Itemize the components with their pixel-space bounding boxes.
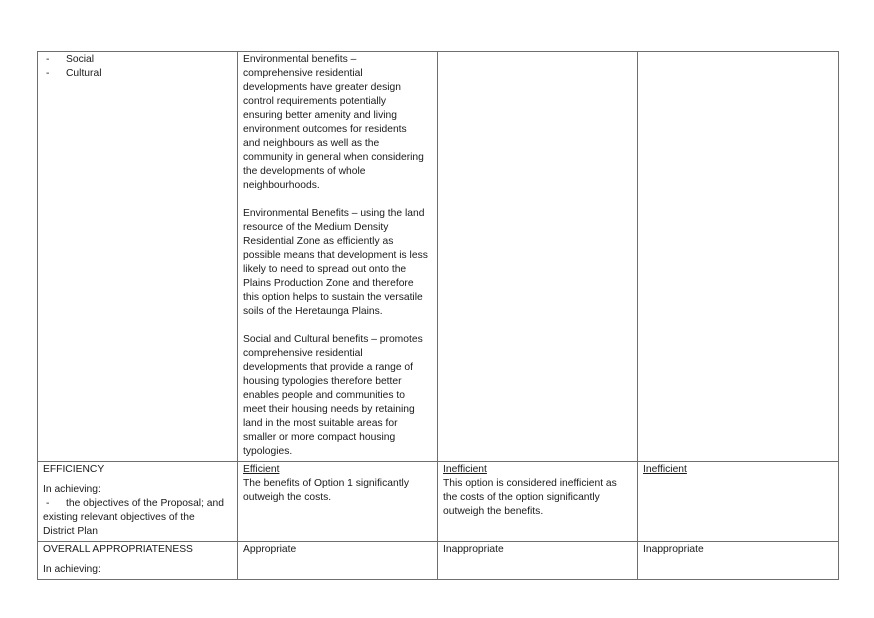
text-line: possible means that development is less [243,250,428,261]
appropriateness-option3-value: Inappropriate [643,544,704,555]
list-item-cultural: - Cultural [46,68,102,79]
row1-option3-cell [638,52,839,462]
dash-bullet: - [46,54,50,65]
appropriateness-heading: OVERALL APPROPRIATENESS [43,544,193,555]
text-line: land in the most suitable areas for [243,418,398,429]
text-line: smaller or more compact housing [243,432,396,443]
efficiency-option1-cell [238,462,438,542]
text-line: meet their housing needs by retaining [243,404,415,415]
in-achieving-label: In achieving: [43,484,101,495]
text-line: housing typologies therefore better [243,376,402,387]
text-line: likely to need to spread out onto the [243,264,407,275]
text-line: typologies. [243,446,293,457]
text-line: Environmental Benefits – using the land [243,208,425,219]
text-line: Residential Zone as efficiently as [243,236,394,247]
text-line: comprehensive residential [243,348,363,359]
text-line: outweigh the benefits. [443,506,544,517]
text-line: community in general when considering [243,152,424,163]
text-line: this option helps to sustain the versatile [243,292,423,303]
appropriateness-criteria-cell [38,542,238,580]
text-line: The benefits of Option 1 significantly [243,478,409,489]
in-achieving-label: In achieving: [43,564,101,575]
efficiency-heading: EFFICIENCY [43,464,105,475]
evaluation-table [37,51,839,580]
appropriateness-option1-cell [238,542,438,580]
text-line: existing relevant objectives of the [43,512,195,523]
paragraph-land-resource [243,207,432,319]
text-line: environment outcomes for residents [243,124,407,135]
appropriateness-option3-cell [638,542,839,580]
text-line: and neighbours as well as the [243,138,380,149]
dash-bullet: - [46,498,50,509]
efficiency-option2-heading: Inefficient [443,464,487,475]
text-line: developments that provide a range of [243,362,414,373]
text-line: comprehensive residential [243,68,363,79]
row1-criteria-cell [38,52,238,462]
efficiency-criteria-cell [38,462,238,542]
text-line: ensuring better amenity and living [243,110,397,121]
text-line: neighbourhoods. [243,180,320,191]
efficiency-option3-heading: Inefficient [643,464,687,475]
efficiency-option2-cell [438,462,638,542]
text-line: Environmental benefits – [243,54,357,65]
dash-bullet: - [46,68,50,79]
text-line: the costs of the option significantly [443,492,600,503]
text-line: District Plan [43,526,98,537]
table-row-appropriateness [38,542,839,580]
text-line: Social and Cultural benefits – promotes [243,334,423,345]
list-item-social: - Social [46,54,95,65]
appropriateness-option1-value: Appropriate [243,544,297,555]
text-line: This option is considered inefficient as [443,478,617,489]
text-line: enables people and communities to [243,390,405,401]
text-line: outweigh the costs. [243,492,332,503]
row1-option2-cell [438,52,638,462]
list-item-objectives: - the objectives of the Proposal; and [46,498,224,509]
efficiency-option3-cell [638,462,839,542]
text-line: soils of the Heretaunga Plains. [243,306,383,317]
text-line: resource of the Medium Density [243,222,389,233]
efficiency-option1-heading: Efficient [243,464,280,475]
text-line: developments have greater design [243,82,401,93]
text-line: control requirements potentially [243,96,387,107]
appropriateness-option2-cell [438,542,638,580]
text-line: Plains Production Zone and therefore [243,278,414,289]
paragraph-social-cultural [243,333,432,459]
table-row-efficiency [38,462,839,542]
appropriateness-option2-value: Inappropriate [443,544,504,555]
paragraph-environmental-benefits [243,53,432,193]
table-row-benefits [38,52,839,462]
row1-option1-cell [238,52,438,462]
text-line: the developments of whole [243,166,366,177]
